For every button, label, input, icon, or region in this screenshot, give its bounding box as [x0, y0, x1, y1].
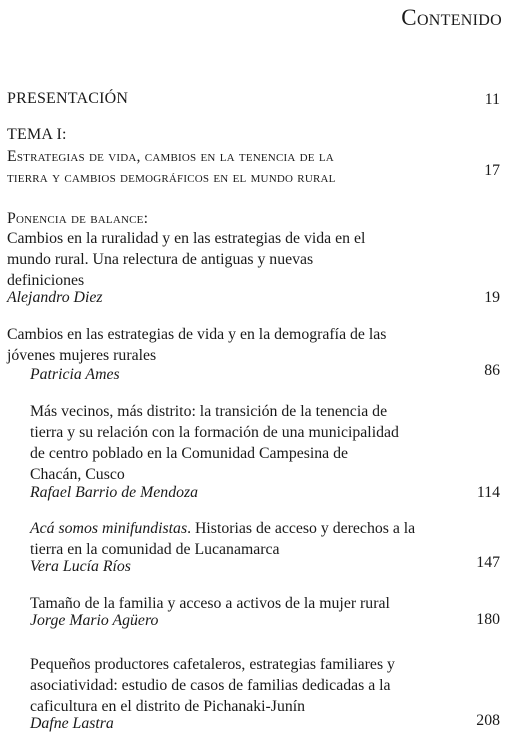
toc-presentacion-label: PRESENTACIÓN	[7, 90, 129, 107]
toc-entry-title-line: Pequeños productores cafetaleros, estrategias familiares y	[30, 656, 395, 673]
toc-entry-page: 86	[484, 362, 500, 379]
toc-tema-subtitle-line1: Estrategias de vida, cambios en la tenencia de la	[7, 148, 334, 165]
toc-tema-label: TEMA I:	[7, 126, 67, 143]
toc-entry-title-line: tierra y su relación con la formación de una municipalidad	[30, 424, 399, 441]
toc-entry-author: Vera Lucía Ríos	[30, 558, 131, 575]
toc-entry-page: 208	[476, 712, 500, 729]
toc-tema-page: 17	[484, 162, 500, 179]
toc-entry-author: Dafne Lastra	[30, 715, 114, 732]
toc-entry-title-line: tierra en la comunidad de Lucanamarca	[30, 541, 280, 558]
toc-entry-page: 114	[476, 484, 500, 501]
toc-entry-title-line: de centro poblado en la Comunidad Campesina de	[30, 445, 349, 462]
toc-tema-subtitle-line2: tierra y cambios demográficos en el mundo rural	[7, 169, 336, 186]
toc-entry-page: 147	[476, 554, 500, 571]
toc-ponencia-title-line3: definiciones	[7, 272, 85, 289]
toc-entry-author: Patricia Ames	[30, 366, 120, 383]
toc-ponencia-title-line2: mundo rural. Una relectura de antiguas y nuevas	[7, 251, 314, 268]
toc-entry-title-line	[30, 518, 415, 539]
toc-entry-title-line: asociatividad: estudio de casos de familias dedicadas a la	[30, 677, 391, 694]
toc-entry-title-line: Cambios en las estrategias de vida y en la demografía de las	[7, 326, 387, 343]
toc-ponencia-label: Ponencia de balance:	[7, 210, 149, 227]
toc-entry-author: Jorge Mario Agüero	[30, 612, 159, 629]
toc-entry-title-line: Más vecinos, más distrito: la transición de la tenencia de	[30, 403, 388, 420]
toc-entry-title-line: caficultura en el distrito de Pichanaki-Junín	[30, 698, 306, 715]
toc-entry-title-line: Tamaño de la familia y acceso a activos de la mujer rural	[30, 595, 390, 612]
toc-entry-author: Rafael Barrio de Mendoza	[30, 484, 199, 501]
toc-entry-page: 180	[476, 611, 500, 628]
toc-presentacion-page: 11	[484, 91, 500, 108]
toc-ponencia-author: Alejandro Diez	[7, 289, 103, 306]
toc-entry-title-italic: Acá somos minifundistas	[30, 520, 188, 537]
toc-entry-title-line: jóvenes mujeres rurales	[7, 347, 157, 364]
toc-ponencia-title-line1: Cambios en la ruralidad y en las estrategias de vida en el	[7, 230, 366, 247]
toc-entry-title-rest: . Historias de acceso y derechos a la	[187, 520, 416, 537]
page-heading: Contenido	[401, 5, 502, 30]
toc-ponencia-page: 19	[484, 289, 500, 306]
toc-entry-title-line: Chacán, Cusco	[30, 466, 125, 483]
